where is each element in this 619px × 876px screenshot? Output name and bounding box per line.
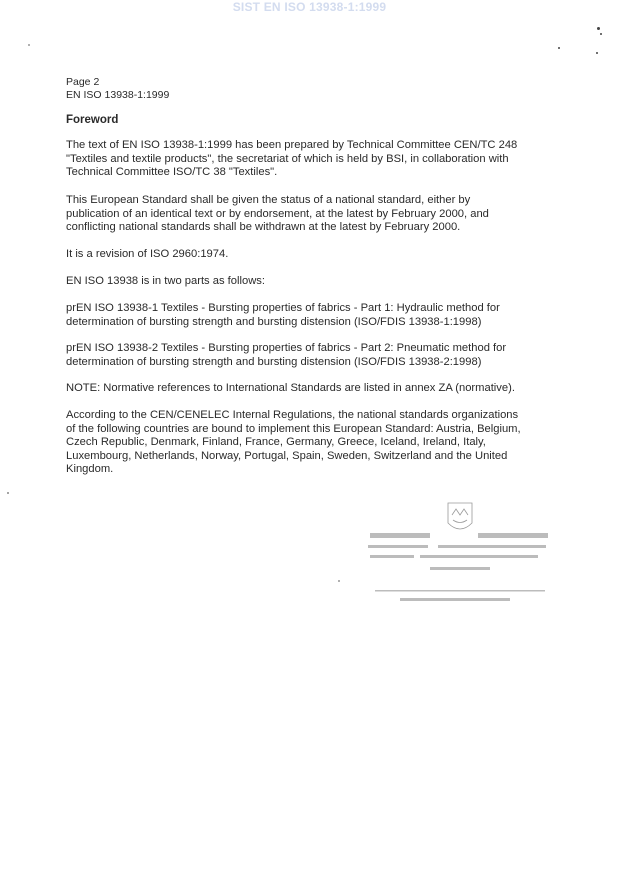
- scan-speck: [600, 33, 602, 35]
- paragraph-note: [66, 382, 546, 396]
- scan-speck: [7, 492, 9, 494]
- paragraph-prepared-by: [66, 139, 546, 180]
- paragraph-line: of the following countries are bound to implement this European Standard: Austria, Belgium,: [66, 422, 521, 435]
- paragraph-parts-intro: [66, 275, 546, 289]
- paragraph-line: EN ISO 13938 is in two parts as follows:: [66, 275, 265, 287]
- scan-speck: [338, 580, 340, 582]
- scan-speck: [558, 47, 560, 49]
- paragraph-line: "Textiles and textile products", the secretariat of which is held by BSI, in collaboration with: [66, 152, 509, 165]
- paragraph-line: Technical Committee ISO/TC 38 "Textiles".: [66, 166, 278, 179]
- reference-title: Textiles - Bursting properties of fabrics - Part 2: Pneumatic method for: [161, 342, 507, 354]
- paragraph-line: conflicting national standards shall be withdrawn at the latest by February 2000.: [66, 221, 461, 234]
- coat-of-arms-seal-icon: [360, 495, 560, 615]
- page-number: Page 2: [66, 76, 100, 88]
- paragraph-line: This European Standard shall be given the status of a national standard, either by: [66, 194, 471, 206]
- paragraph-status: [66, 194, 546, 235]
- scan-speck: [597, 27, 600, 30]
- watermark: SIST EN ISO 13938-1:1999: [232, 0, 387, 14]
- paragraph-line: Kingdom.: [66, 463, 114, 476]
- reference-part-1: [66, 302, 546, 329]
- paragraph-line: NOTE: Normative references to International Standards are listed in annex ZA (normative).: [66, 382, 515, 394]
- reference-part-2: [66, 342, 546, 369]
- paragraph-line: publication of an identical text or by endorsement, at the latest by February 2000, and: [66, 207, 489, 220]
- paragraph-line: Luxembourg, Netherlands, Norway, Portugal, Spain, Sweden, Switzerland and the United: [66, 449, 508, 462]
- reference-line: [66, 302, 546, 316]
- standard-number: EN ISO 13938-1:1999: [66, 89, 170, 101]
- paragraph-line: Czech Republic, Denmark, Finland, France, Germany, Greece, Iceland, Ireland, Italy,: [66, 436, 486, 449]
- paragraph-line: According to the CEN/CENELEC Internal Regulations, the national standards organizations: [66, 409, 519, 421]
- paragraph-line: It is a revision of ISO 2960:1974.: [66, 248, 229, 260]
- paragraph-revision: [66, 248, 546, 262]
- reference-line: determination of bursting strength and bursting distension (ISO/FDIS 13938-2:1998): [66, 355, 482, 368]
- reference-line: [66, 342, 546, 356]
- reference-code: prEN ISO 13938-1: [66, 302, 159, 314]
- page-header: [66, 76, 169, 102]
- reference-title: Textiles - Bursting properties of fabrics - Part 1: Hydraulic method for: [161, 302, 500, 314]
- reference-line: determination of bursting strength and bursting distension (ISO/FDIS 13938-1:1998): [66, 315, 482, 328]
- scan-speck: [28, 44, 30, 46]
- paragraph-cenelec: [66, 409, 546, 477]
- scan-speck: [596, 52, 598, 54]
- paragraph-line: The text of EN ISO 13938-1:1999 has been prepared by Technical Committee CEN/TC 248: [66, 139, 518, 151]
- reference-code: prEN ISO 13938-2: [66, 342, 159, 354]
- foreword-heading: Foreword: [66, 114, 119, 126]
